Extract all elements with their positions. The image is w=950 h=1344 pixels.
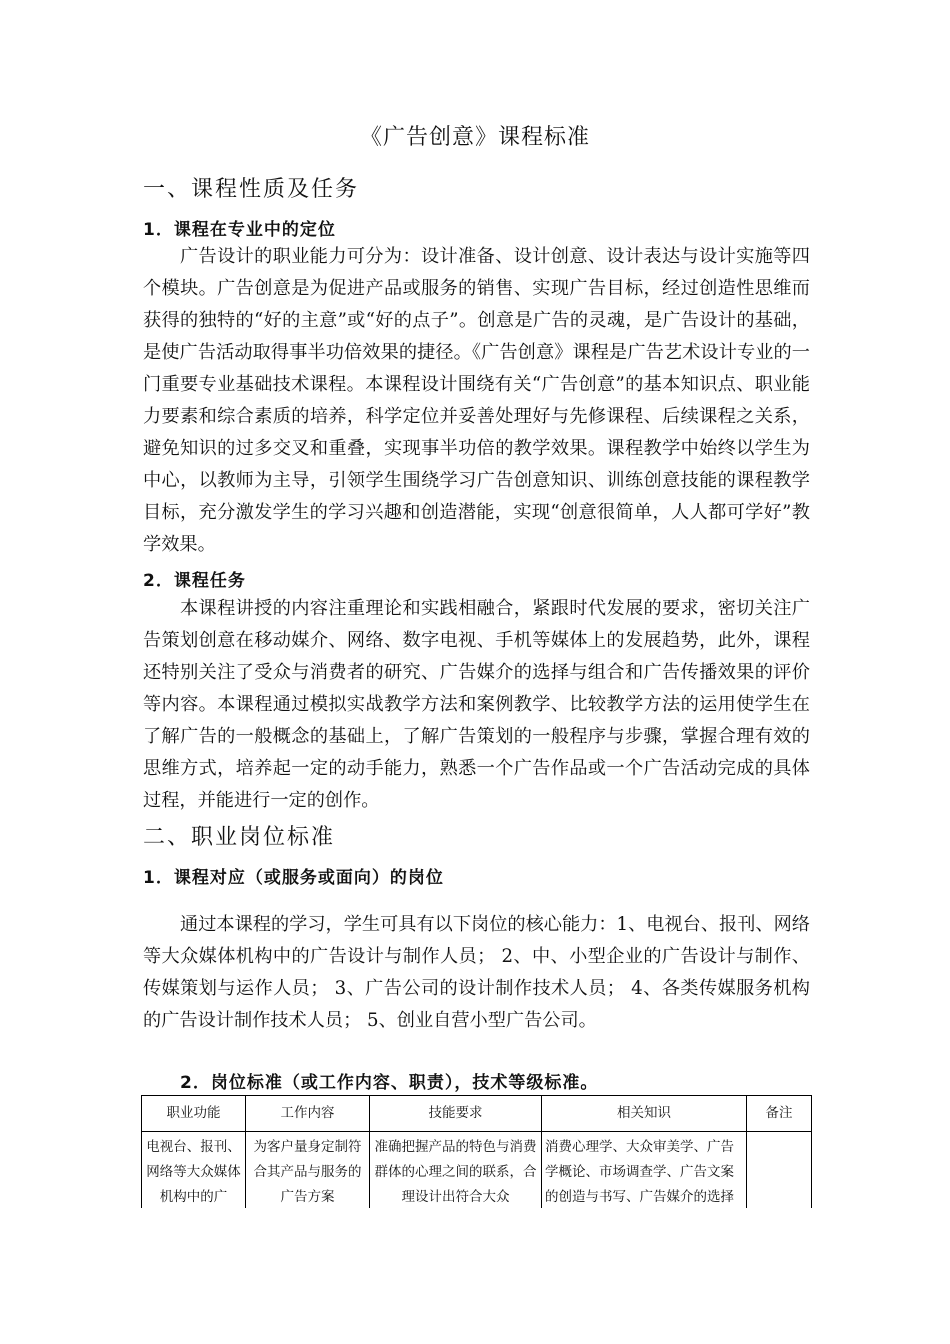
table-cell [370, 1132, 542, 1219]
table-cell-text: 电视台、报刊、网络等大众媒体机构中的广 [146, 1139, 241, 1205]
table-cell [246, 1132, 370, 1219]
table-header-cell: 相关知识 [542, 1096, 747, 1132]
table-header-cell: 工作内容 [246, 1096, 370, 1132]
section-heading-1: 一、课程性质及任务 [143, 177, 360, 202]
table-header-cell: 备注 [747, 1096, 812, 1132]
page-bottom-margin [0, 1208, 950, 1344]
section-heading-2: 二、职业岗位标准 [143, 825, 336, 850]
paragraph-course-positioning: 广告设计的职业能力可分为：设计准备、设计创意、设计表达与设计实施等四个模块。广告创意是为促进产品或服务的销售、实现广告目标，经过创造性思维而获得的独特的“好的主意”或“好的点子”。创意是广告的灵魂，是广告设计的基础，是使广告活动取得事半功倍效果的捷径。《广告创意》课程是广告艺术设计专业的一门重要专业基础技术课程。本课程设计围绕有关“广告创意”的基本知识点、职业能力要素和综合素质的培养，科学定位并妥善处理好与先修课程、后续课程之关系，避免知识的过多交叉和重叠，实现事半功倍的教学效果。课程教学中始终以学生为中心，以教师为主导，引领学生围绕学习广告创意知识、训练创意技能的课程教学目标，充分激发学生的学习兴趣和创造潜能，实现“创意很简单，人人都可学好”教学效果。 [143, 246, 810, 555]
table-cell-text [750, 1132, 808, 1218]
table-cell [542, 1132, 747, 1219]
document-title: 《广告创意》课程标准 [359, 125, 590, 150]
table-header-cell: 技能要求 [370, 1096, 542, 1132]
table-cell [747, 1132, 812, 1219]
subsection-heading-1-1: 1．课程在专业中的定位 [143, 220, 336, 240]
table-cell-text: 准确把握产品的特色与消费群体的心理之间的联系，合理设计出符合大众 [374, 1139, 537, 1205]
table-row [142, 1132, 812, 1219]
subsection-heading-2-2: 2．岗位标准（或工作内容、职责），技术等级标准。 [180, 1073, 599, 1093]
table-header-row [142, 1096, 812, 1132]
table-cell [142, 1132, 246, 1219]
job-standards-table [141, 1095, 812, 1219]
table-cell-text: 消费心理学、大众审美学、广告学概论、市场调查学、广告文案的创造与书写、广告媒介的选择 [545, 1139, 734, 1205]
paragraph-job-positions: 通过本课程的学习，学生可具有以下岗位的核心能力：1、电视台、报刊、网络等大众媒体机构中的广告设计与制作人员； 2、中、小型企业的广告设计与制作、传媒策划与运作人员； 3、广告公司的设计制作技术人员； 4、各类传媒服务机构的广告设计制作技术人员； 5、创业自营小型广告公司。 [143, 914, 810, 1031]
subsection-heading-1-2: 2．课程任务 [143, 571, 246, 591]
paragraph-course-tasks: 本课程讲授的内容注重理论和实践相融合，紧跟时代发展的要求，密切关注广告策划创意在移动媒介、网络、数字电视、手机等媒体上的发展趋势，此外，课程还特别关注了受众与消费者的研究、广告媒介的选择与组合和广告传播效果的评价等内容。本课程通过模拟实战教学方法和案例教学、比较教学方法的运用使学生在了解广告的一般概念的基础上，了解广告策划的一般程序与步骤，掌握合理有效的思维方式，培养起一定的动手能力，熟悉一个广告作品或一个广告活动完成的具体过程，并能进行一定的创作。 [143, 598, 810, 811]
subsection-heading-2-1: 1．课程对应（或服务或面向）的岗位 [143, 868, 444, 888]
table-cell-text: 为客户量身定制符合其产品与服务的广告方案 [253, 1139, 362, 1205]
table-header-cell: 职业功能 [142, 1096, 246, 1132]
